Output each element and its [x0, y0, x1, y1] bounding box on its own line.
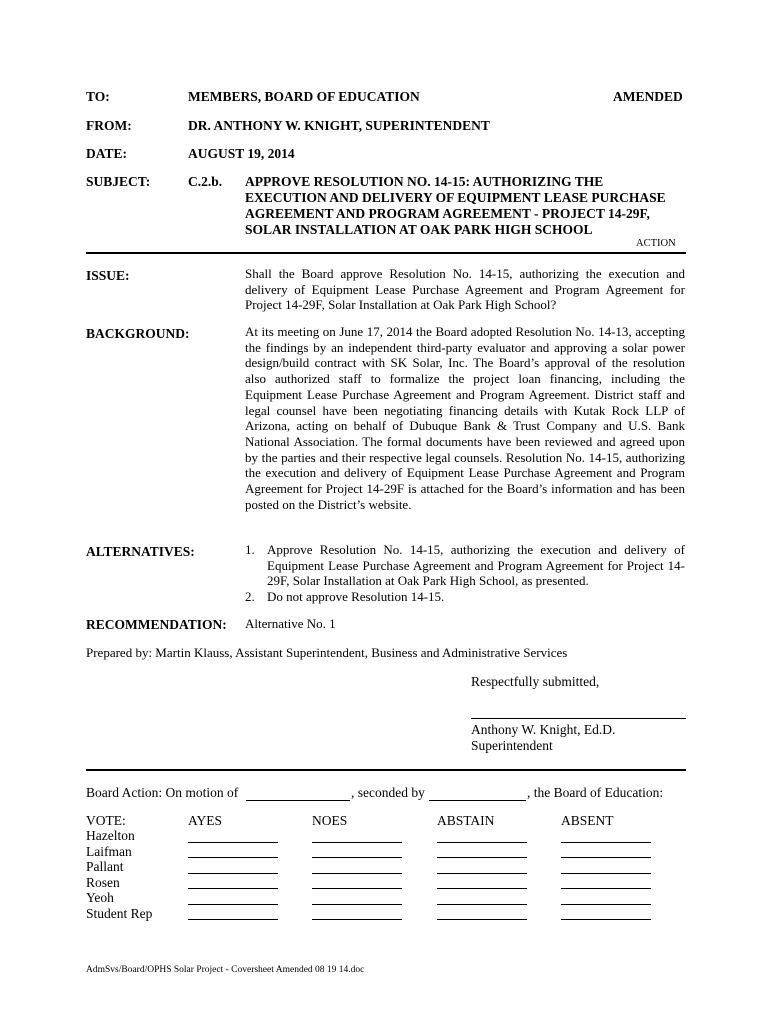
vote-blank-abstain-5[interactable] — [437, 904, 527, 905]
vote-member-rosen: Rosen — [86, 875, 120, 890]
signature-title: Superintendent — [471, 738, 553, 753]
action-label: ACTION — [636, 238, 676, 249]
vote-column-absent: ABSENT — [561, 813, 614, 828]
vote-blank-noes-6[interactable] — [312, 919, 402, 920]
vote-member-laifman: Laifman — [86, 844, 132, 859]
vote-member-hazelton: Hazelton — [86, 828, 135, 843]
alternatives-label: ALTERNATIVES: — [86, 544, 195, 559]
vote-blank-ayes-5[interactable] — [188, 904, 278, 905]
background-text: At its meeting on June 17, 2014 the Board adopted Resolution No. 14-13, accepting the findings by an independent third-party evaluator and approving a solar power design/build contract with SK Solar, Inc. The Board’s approval of the resolution also authorized staff to formalize the project loan financing, including the Equipment Lease Purchase Agreement and Program Agreement. District staff and legal counsel have been negotiating financing details with Kutak Rock LLP of Arizona, acting on behalf of Dubuque Bank & Trust Company and U.S. Bank National Association. The formal documents have been reviewed and agreed upon by the parties and their respective legal counsels. Resolution No. 14-15, authorizing the execution and delivery of Equipment Lease Purchase Agreement and Program Agreement for Project 14-29F is attached for the Board’s information and has been posted on the District’s website. — [245, 324, 685, 512]
board-action-suffix: , the Board of Education: — [527, 785, 664, 800]
vote-blank-abstain-1[interactable] — [437, 842, 527, 843]
vote-blank-abstain-6[interactable] — [437, 919, 527, 920]
vote-blank-noes-4[interactable] — [312, 888, 402, 889]
to-label: TO: — [86, 89, 110, 104]
vote-blank-noes-5[interactable] — [312, 904, 402, 905]
vote-blank-ayes-1[interactable] — [188, 842, 278, 843]
subject-code: C.2.b. — [188, 174, 223, 189]
date-label: DATE: — [86, 146, 128, 161]
vote-blank-absent-2[interactable] — [561, 857, 651, 858]
recommendation-text: Alternative No. 1 — [245, 616, 336, 631]
signature-closing: Respectfully submitted, — [471, 674, 600, 689]
issue-label: ISSUE: — [86, 268, 130, 283]
vote-blank-absent-5[interactable] — [561, 904, 651, 905]
signature-line — [471, 718, 686, 719]
vote-column-ayes: AYES — [188, 813, 223, 828]
vote-column-abstain: ABSTAIN — [437, 813, 495, 828]
alternative-1-text: Approve Resolution No. 14-15, authorizing the execution and delivery of Equipment Lease Purchase Agreement and Program Agreement for Project 14-29F, Solar Installation at Oak Park High School, as presented. — [267, 542, 685, 589]
vote-blank-abstain-4[interactable] — [437, 888, 527, 889]
vote-blank-noes-3[interactable] — [312, 873, 402, 874]
vote-blank-noes-2[interactable] — [312, 857, 402, 858]
footer-filename: AdmSvs/Board/OPHS Solar Project - Coversheet Amended 08 19 14.doc — [86, 965, 365, 975]
vote-blank-ayes-2[interactable] — [188, 857, 278, 858]
alternative-2-text: Do not approve Resolution 14-15. — [267, 589, 445, 604]
issue-text: Shall the Board approve Resolution No. 14-15, authorizing the execution and delivery of Equipment Lease Purchase Agreement and Program Agreement for Project 14-29F, Solar Installation at Oak Park High School? — [245, 266, 685, 313]
board-action-prefix: Board Action: On motion of — [86, 785, 239, 800]
recommendation-label: RECOMMENDATION: — [86, 617, 227, 632]
date-value: AUGUST 19, 2014 — [188, 146, 295, 161]
vote-column-noes: NOES — [312, 813, 348, 828]
motion-by-blank[interactable] — [246, 800, 350, 801]
from-value: DR. ANTHONY W. KNIGHT, SUPERINTENDENT — [188, 118, 490, 133]
header-divider — [86, 252, 686, 254]
vote-blank-absent-1[interactable] — [561, 842, 651, 843]
vote-blank-absent-3[interactable] — [561, 873, 651, 874]
board-action-seconded: , seconded by — [351, 785, 425, 800]
to-value: MEMBERS, BOARD OF EDUCATION — [188, 89, 420, 104]
amended-label: AMENDED — [613, 89, 683, 104]
alternative-1-number: 1. — [245, 542, 255, 557]
vote-member-pallant: Pallant — [86, 859, 124, 874]
subject-label: SUBJECT: — [86, 174, 151, 189]
background-label: BACKGROUND: — [86, 326, 190, 341]
subject-line-4: SOLAR INSTALLATION AT OAK PARK HIGH SCHOOL — [245, 222, 593, 237]
vote-member-student-rep: Student Rep — [86, 906, 153, 921]
signature-name: Anthony W. Knight, Ed.D. — [471, 722, 616, 737]
vote-member-yeoh: Yeoh — [86, 890, 114, 905]
vote-blank-abstain-3[interactable] — [437, 873, 527, 874]
vote-blank-noes-1[interactable] — [312, 842, 402, 843]
subject-line-3: AGREEMENT AND PROGRAM AGREEMENT - PROJECT 14-29F, — [245, 206, 650, 221]
vote-blank-ayes-3[interactable] — [188, 873, 278, 874]
vote-label: VOTE: — [86, 813, 126, 828]
vote-blank-absent-4[interactable] — [561, 888, 651, 889]
vote-blank-ayes-4[interactable] — [188, 888, 278, 889]
subject-line-1: APPROVE RESOLUTION NO. 14-15: AUTHORIZING THE — [245, 174, 604, 189]
prepared-by: Prepared by: Martin Klauss, Assistant Superintendent, Business and Administrative Services — [86, 645, 568, 660]
board-action-divider — [86, 769, 686, 771]
subject-line-2: EXECUTION AND DELIVERY OF EQUIPMENT LEASE PURCHASE — [245, 190, 666, 205]
seconded-by-blank[interactable] — [429, 800, 526, 801]
vote-blank-absent-6[interactable] — [561, 919, 651, 920]
from-label: FROM: — [86, 118, 132, 133]
vote-blank-abstain-2[interactable] — [437, 857, 527, 858]
alternative-2-number: 2. — [245, 589, 255, 604]
vote-blank-ayes-6[interactable] — [188, 919, 278, 920]
